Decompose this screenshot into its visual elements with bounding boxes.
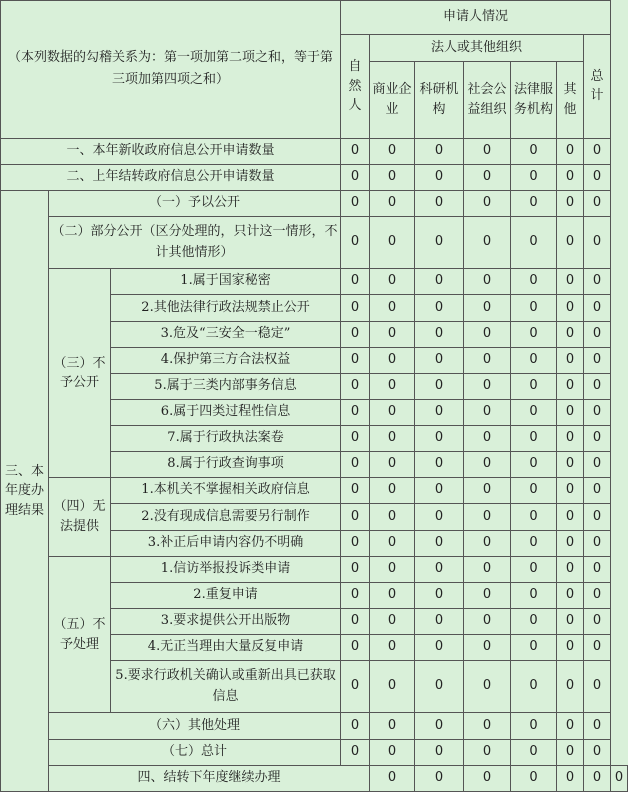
cell: 0 [370, 608, 415, 634]
cell: 0 [370, 530, 415, 556]
cell: 0 [415, 347, 464, 373]
cell: 0 [370, 217, 415, 269]
cell: 0 [557, 478, 584, 504]
group-result: 三、本年度办理结果 [1, 190, 49, 791]
cell: 0 [511, 661, 557, 713]
cell: 0 [415, 452, 464, 478]
row-label: 1.信访举报投诉类申请 [111, 556, 341, 582]
cell: 0 [464, 530, 511, 556]
cell: 0 [464, 661, 511, 713]
cell: 0 [584, 321, 611, 347]
cell: 0 [511, 217, 557, 269]
cell: 0 [341, 426, 370, 452]
row-label: 一、本年新收政府信息公开申请数量 [1, 138, 341, 164]
row-label: 3.危及“三安全一稳定” [111, 321, 341, 347]
cell: 0 [557, 190, 584, 216]
cell: 0 [557, 164, 584, 190]
row-label: 2.重复申请 [111, 582, 341, 608]
cell: 0 [511, 347, 557, 373]
cell: 0 [341, 739, 370, 765]
cell: 0 [464, 608, 511, 634]
cell: 0 [464, 295, 511, 321]
row-label: 4.保护第三方合法权益 [111, 347, 341, 373]
group-not-disclosed: （三）不予公开 [49, 269, 111, 478]
cell: 0 [464, 321, 511, 347]
cell: 0 [584, 582, 611, 608]
cell: 0 [584, 556, 611, 582]
cell: 0 [584, 635, 611, 661]
cell: 0 [464, 739, 511, 765]
cell: 0 [341, 164, 370, 190]
cell: 0 [464, 138, 511, 164]
cell: 0 [341, 635, 370, 661]
header-applicant: 申请人情况 [341, 1, 611, 35]
header-legal-group: 法人或其他组织 [370, 35, 584, 62]
cell: 0 [511, 295, 557, 321]
header-natural: 自然人 [341, 35, 370, 139]
cell: 0 [557, 347, 584, 373]
cell: 0 [464, 190, 511, 216]
cell: 0 [370, 164, 415, 190]
header-other: 其他 [557, 62, 584, 138]
group-not-processed: （五）不予处理 [49, 556, 111, 713]
cell: 0 [370, 582, 415, 608]
row-label: （一）予以公开 [49, 190, 341, 216]
header-social: 社会公益组织 [464, 62, 511, 138]
cell: 0 [370, 190, 415, 216]
cell: 0 [464, 452, 511, 478]
cell: 0 [557, 582, 584, 608]
header-note: （本列数据的勾稽关系为：第一项加第二项之和，等于第三项加第四项之和） [1, 1, 341, 139]
cell: 0 [415, 138, 464, 164]
cell: 0 [464, 713, 511, 739]
cell: 0 [584, 399, 611, 425]
cell: 0 [511, 138, 557, 164]
cell: 0 [370, 347, 415, 373]
group-cannot-provide: （四）无法提供 [49, 478, 111, 556]
cell: 0 [464, 765, 511, 791]
cell: 0 [415, 164, 464, 190]
cell: 0 [341, 504, 370, 530]
cell: 0 [511, 452, 557, 478]
cell: 0 [415, 217, 464, 269]
cell: 0 [341, 190, 370, 216]
cell: 0 [557, 217, 584, 269]
cell: 0 [464, 399, 511, 425]
cell: 0 [341, 373, 370, 399]
cell: 0 [415, 478, 464, 504]
cell: 0 [584, 373, 611, 399]
cell: 0 [464, 635, 511, 661]
cell: 0 [557, 556, 584, 582]
row-label: 7.属于行政执法案卷 [111, 426, 341, 452]
cell: 0 [415, 739, 464, 765]
cell: 0 [370, 452, 415, 478]
cell: 0 [557, 295, 584, 321]
cell: 0 [370, 556, 415, 582]
row-label: （六）其他处理 [49, 713, 341, 739]
cell: 0 [370, 138, 415, 164]
cell: 0 [584, 608, 611, 634]
cell: 0 [370, 426, 415, 452]
cell: 0 [464, 164, 511, 190]
cell: 0 [511, 504, 557, 530]
cell: 0 [584, 164, 611, 190]
cell: 0 [557, 452, 584, 478]
cell: 0 [341, 217, 370, 269]
row-label: 四、结转下年度继续办理 [49, 765, 370, 791]
cell: 0 [557, 321, 584, 347]
cell: 0 [370, 373, 415, 399]
row-label: （二）部分公开（区分处理的，只计这一情形，不计其他情形） [49, 217, 341, 269]
cell: 0 [557, 138, 584, 164]
cell: 0 [370, 661, 415, 713]
cell: 0 [584, 269, 611, 295]
row-label: 5.属于三类内部事务信息 [111, 373, 341, 399]
cell: 0 [415, 399, 464, 425]
cell: 0 [557, 661, 584, 713]
cell: 0 [557, 269, 584, 295]
cell: 0 [611, 765, 628, 791]
cell: 0 [511, 321, 557, 347]
row-label: 4.无正当理由大量反复申请 [111, 635, 341, 661]
cell: 0 [584, 452, 611, 478]
header-research: 科研机构 [415, 62, 464, 138]
cell: 0 [584, 765, 611, 791]
cell: 0 [415, 530, 464, 556]
cell: 0 [584, 190, 611, 216]
cell: 0 [584, 217, 611, 269]
row-label: 2.其他法律行政法规禁止公开 [111, 295, 341, 321]
cell: 0 [341, 269, 370, 295]
cell: 0 [370, 504, 415, 530]
cell: 0 [341, 478, 370, 504]
cell: 0 [584, 504, 611, 530]
cell: 0 [557, 530, 584, 556]
cell: 0 [370, 765, 415, 791]
cell: 0 [584, 713, 611, 739]
cell: 0 [370, 321, 415, 347]
cell: 0 [557, 426, 584, 452]
cell: 0 [415, 608, 464, 634]
cell: 0 [464, 269, 511, 295]
cell: 0 [557, 399, 584, 425]
cell: 0 [511, 608, 557, 634]
cell: 0 [511, 556, 557, 582]
cell: 0 [341, 530, 370, 556]
cell: 0 [341, 347, 370, 373]
cell: 0 [584, 530, 611, 556]
cell: 0 [415, 713, 464, 739]
cell: 0 [415, 556, 464, 582]
row-label: （七）总计 [49, 739, 341, 765]
cell: 0 [557, 713, 584, 739]
cell: 0 [415, 635, 464, 661]
cell: 0 [341, 661, 370, 713]
cell: 0 [557, 635, 584, 661]
cell: 0 [464, 217, 511, 269]
row-label: 6.属于四类过程性信息 [111, 399, 341, 425]
cell: 0 [415, 504, 464, 530]
cell: 0 [511, 164, 557, 190]
cell: 0 [341, 452, 370, 478]
cell: 0 [511, 269, 557, 295]
cell: 0 [584, 295, 611, 321]
row-label: 2.没有现成信息需要另行制作 [111, 504, 341, 530]
cell: 0 [415, 269, 464, 295]
cell: 0 [415, 426, 464, 452]
cell: 0 [511, 426, 557, 452]
cell: 0 [415, 582, 464, 608]
row-label: 3.要求提供公开出版物 [111, 608, 341, 634]
cell: 0 [370, 269, 415, 295]
cell: 0 [341, 295, 370, 321]
cell: 0 [370, 399, 415, 425]
row-label: 8.属于行政查询事项 [111, 452, 341, 478]
cell: 0 [464, 347, 511, 373]
cell: 0 [557, 373, 584, 399]
cell: 0 [415, 321, 464, 347]
cell: 0 [511, 765, 557, 791]
cell: 0 [464, 373, 511, 399]
cell: 0 [370, 295, 415, 321]
cell: 0 [464, 504, 511, 530]
cell: 0 [415, 765, 464, 791]
cell: 0 [415, 295, 464, 321]
cell: 0 [557, 765, 584, 791]
row-label: 3.补正后申请内容仍不明确 [111, 530, 341, 556]
cell: 0 [511, 373, 557, 399]
cell: 0 [557, 739, 584, 765]
cell: 0 [415, 373, 464, 399]
cell: 0 [557, 608, 584, 634]
header-commercial: 商业企业 [370, 62, 415, 138]
cell: 0 [511, 478, 557, 504]
cell: 0 [341, 138, 370, 164]
cell: 0 [511, 582, 557, 608]
row-label: 1.本机关不掌握相关政府信息 [111, 478, 341, 504]
cell: 0 [341, 399, 370, 425]
cell: 0 [464, 426, 511, 452]
header-total: 总计 [584, 35, 611, 139]
cell: 0 [584, 661, 611, 713]
cell: 0 [584, 739, 611, 765]
cell: 0 [464, 556, 511, 582]
cell: 0 [341, 321, 370, 347]
cell: 0 [584, 478, 611, 504]
cell: 0 [511, 713, 557, 739]
row-label: 5.要求行政机关确认或重新出具已获取信息 [111, 661, 341, 713]
cell: 0 [584, 426, 611, 452]
cell: 0 [415, 661, 464, 713]
cell: 0 [341, 713, 370, 739]
cell: 0 [341, 556, 370, 582]
cell: 0 [584, 347, 611, 373]
cell: 0 [511, 739, 557, 765]
cell: 0 [464, 478, 511, 504]
cell: 0 [511, 190, 557, 216]
cell: 0 [415, 190, 464, 216]
cell: 0 [511, 635, 557, 661]
row-label: 1.属于国家秘密 [111, 269, 341, 295]
cell: 0 [464, 582, 511, 608]
cell: 0 [341, 582, 370, 608]
cell: 0 [557, 504, 584, 530]
cell: 0 [370, 478, 415, 504]
cell: 0 [370, 713, 415, 739]
row-label: 二、上年结转政府信息公开申请数量 [1, 164, 341, 190]
cell: 0 [511, 530, 557, 556]
header-legal-service: 法律服务机构 [511, 62, 557, 138]
cell: 0 [370, 635, 415, 661]
cell: 0 [370, 739, 415, 765]
cell: 0 [511, 399, 557, 425]
cell: 0 [584, 138, 611, 164]
cell: 0 [341, 608, 370, 634]
